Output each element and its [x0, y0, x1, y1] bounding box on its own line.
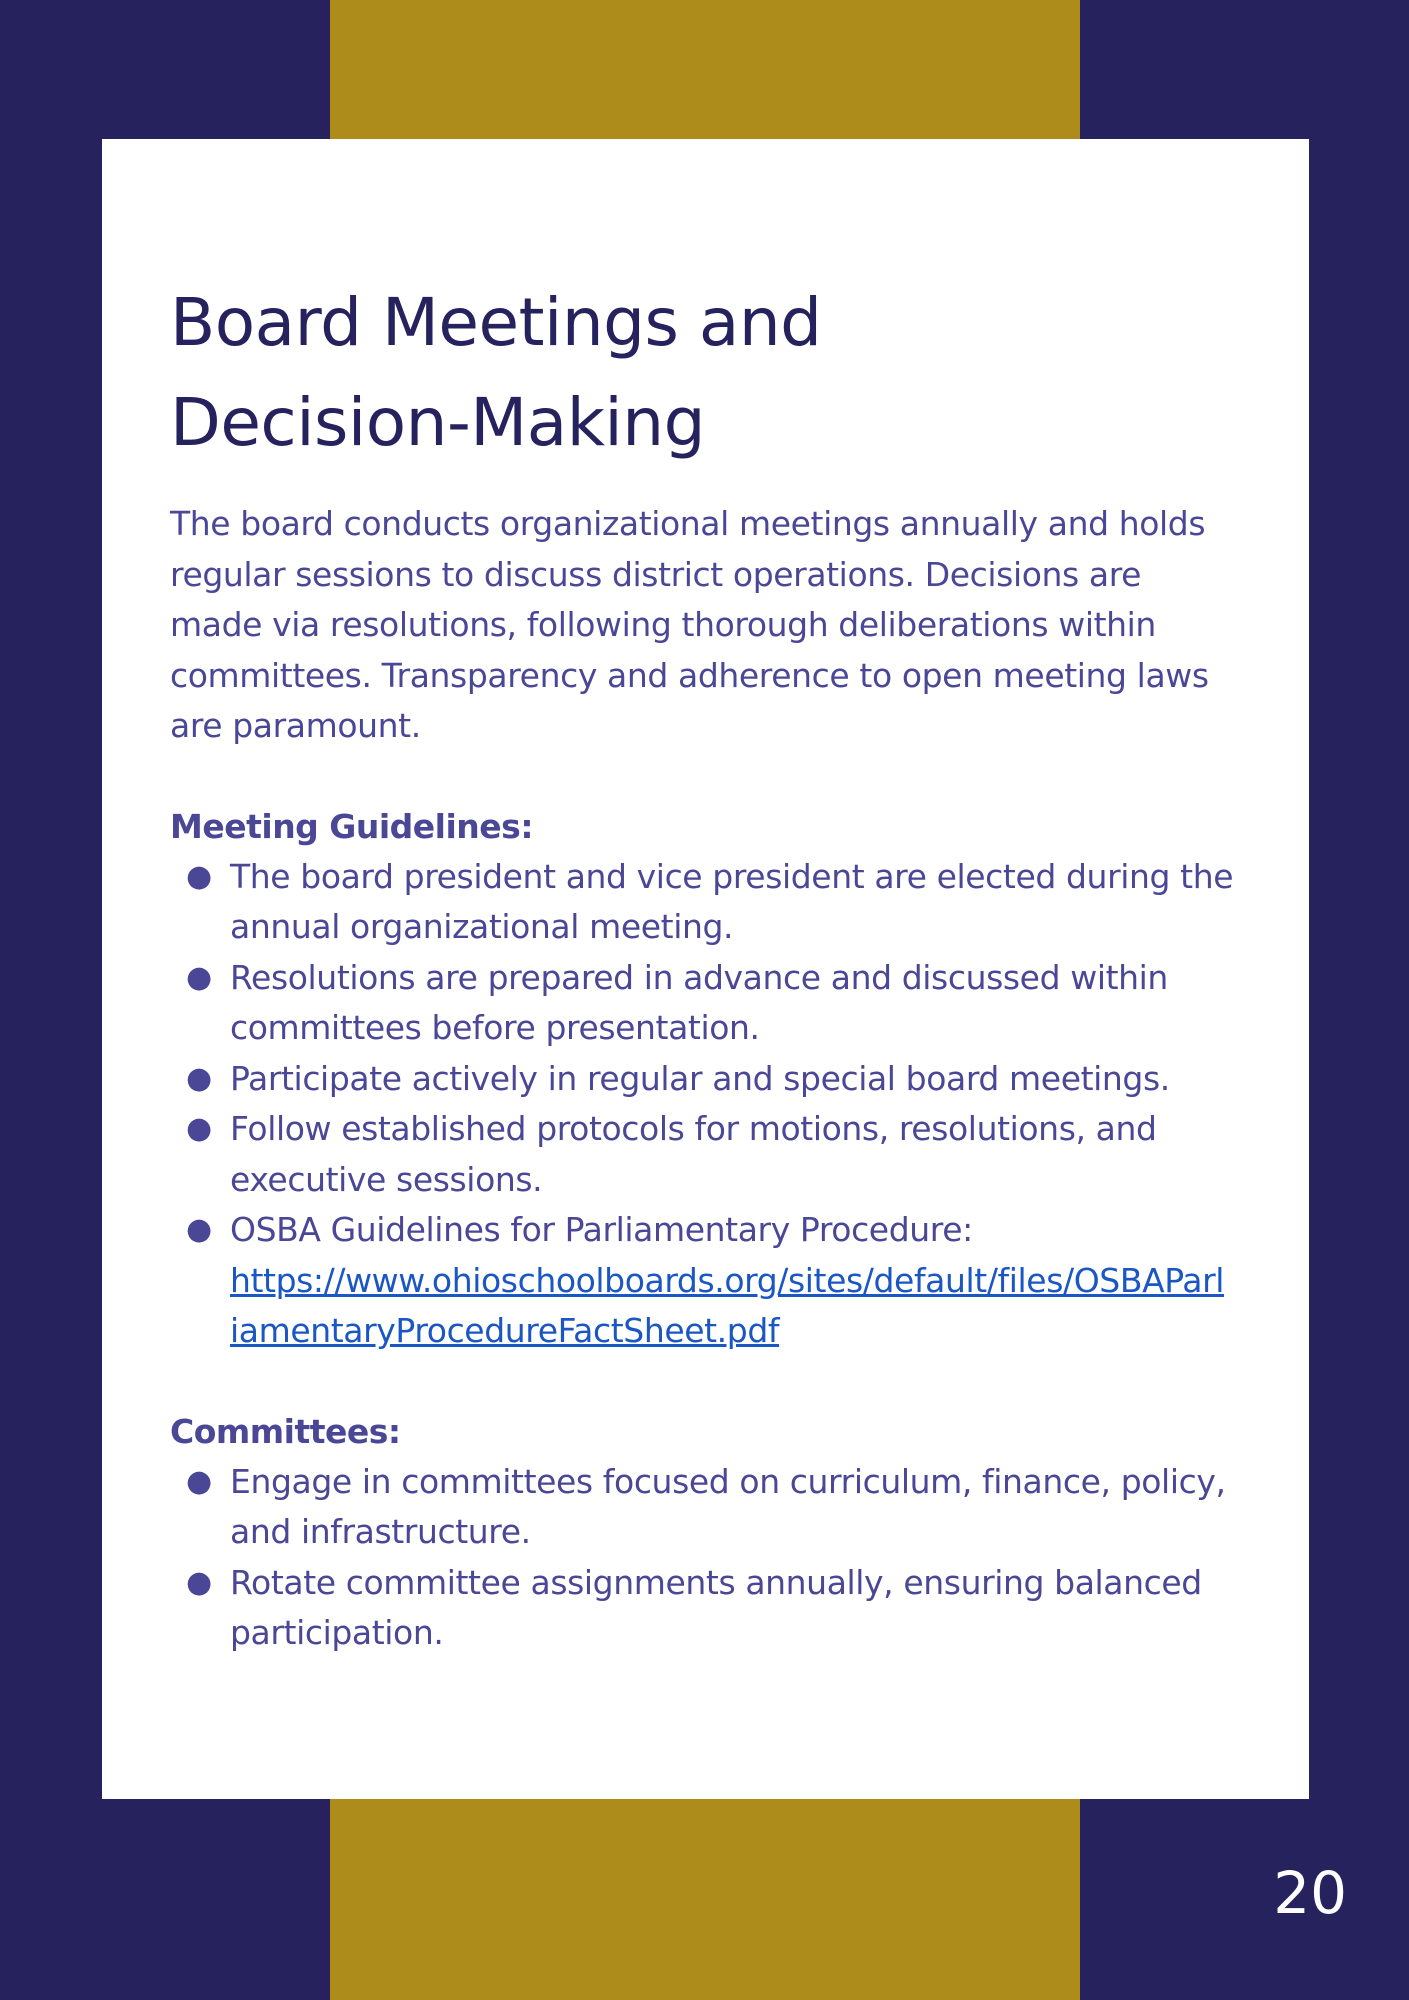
meeting-guidelines-list [170, 852, 1250, 1357]
page-title-line-1: Board Meetings and [170, 284, 822, 361]
bullet-icon: ● [186, 1463, 212, 1499]
page-title [170, 273, 1250, 473]
content-card [102, 139, 1309, 1799]
content-body [170, 273, 1250, 1659]
list-item: ● Follow established protocols for motions, resolutions, and executive sessions. [170, 1104, 1250, 1205]
meeting-guidelines-heading: Meeting Guidelines: [170, 806, 534, 846]
page-number: 20 [1273, 1859, 1347, 1927]
list-item: ● Resolutions are prepared in advance and discussed within committees before presentation. [170, 953, 1250, 1054]
bullet-icon: ● [186, 1564, 212, 1600]
bullet-icon: ● [186, 1212, 212, 1247]
bullet-icon: ● [186, 1060, 212, 1096]
bullet-icon: ● [186, 959, 212, 995]
bullet-icon: ● [186, 1111, 212, 1146]
list-item: ● OSBA Guidelines for Parliamentary Procedure: https://www.ohioschoolboards.org/sites/default/files/OSBAParliamentaryProcedureFactSheet.pdf [170, 1205, 1250, 1357]
bullet-icon: ● [186, 858, 212, 894]
list-item: ● Engage in committees focused on curriculum, finance, policy, and infrastructure. [170, 1457, 1250, 1558]
osba-guidelines-link[interactable]: https://www.ohioschoolboards.org/sites/default/files/OSBAParliamentaryProcedureFactSheet.pdf [230, 1260, 1225, 1350]
committees-heading: Committees: [170, 1411, 401, 1451]
page-title-line-2: Decision-Making [170, 384, 705, 461]
intro-paragraph: The board conducts organizational meetings annually and holds regular sessions to discuss district operations. Decisions are made via resolutions, following thorough deliberations within committees. Transparency and adherence to open meeting laws are paramount. [170, 504, 1209, 745]
list-item: ● The board president and vice president are elected during the annual organizational meeting. [170, 852, 1250, 953]
list-item: ● Rotate committee assignments annually, ensuring balanced participation. [170, 1558, 1250, 1659]
committees-list [170, 1457, 1250, 1659]
list-item: ● Participate actively in regular and special board meetings. [170, 1054, 1250, 1105]
